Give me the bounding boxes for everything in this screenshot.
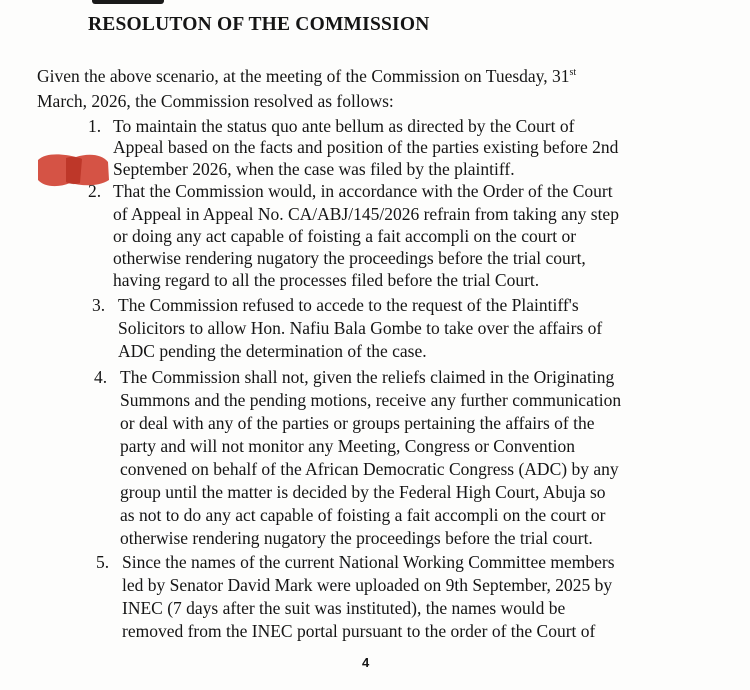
item-number: 2.: [88, 181, 102, 201]
item-line: Summons and the pending motions, receive any further communication: [120, 390, 622, 410]
item-line: The Commission refused to accede to the request of the Plaintiff's: [118, 295, 579, 315]
item-line: ADC pending the determination of the case.: [118, 341, 427, 361]
item-line: The Commission shall not, given the reliefs claimed in the Originating: [120, 367, 615, 387]
item-line: led by Senator David Mark were uploaded on 9th September, 2025 by: [122, 575, 613, 595]
item-line: otherwise rendering nugatory the proceedings before the trial court,: [113, 248, 586, 268]
item-line: That the Commission would, in accordance with the Order of the Court: [113, 181, 613, 201]
intro-line: March, 2026, the Commission resolved as follows:: [37, 91, 394, 111]
page-heading: RESOLUTON OF THE COMMISSION: [88, 14, 430, 35]
item-number: 4.: [94, 367, 108, 387]
intro-text: Given the above scenario, at the meeting of the Commission on Tuesday, 31: [37, 66, 570, 86]
item-line: removed from the INEC portal pursuant to the order of the Court of: [122, 621, 596, 641]
page-number: 4: [362, 655, 370, 670]
item-line: or doing any act capable of foisting a fait accompli on the court or: [113, 226, 577, 246]
item-line: group until the matter is decided by the Federal High Court, Abuja so: [120, 482, 606, 502]
item-line: as not to do any act capable of foisting a fait accompli on the court or: [120, 505, 606, 525]
item-line: or deal with any of the parties or groups pertaining the affairs of the: [120, 413, 595, 433]
item-line: Appeal based on the facts and position of the parties existing before 2nd: [113, 137, 619, 157]
intro-line: [37, 68, 576, 86]
cropped-header-mark: [92, 0, 164, 4]
item-line: INEC (7 days after the suit was instituted), the names would be: [122, 598, 566, 618]
item-number: 3.: [92, 295, 106, 315]
item-number: 1.: [88, 116, 102, 136]
intro-superscript: st: [569, 67, 577, 79]
item-line: Since the names of the current National Working Committee members: [122, 552, 615, 572]
item-line: September 2026, when the case was filed by the plaintiff.: [113, 159, 515, 179]
item-line: To maintain the status quo ante bellum as directed by the Court of: [113, 116, 575, 136]
item-line: Solicitors to allow Hon. Nafiu Bala Gombe to take over the affairs of: [118, 318, 603, 338]
item-line: of Appeal in Appeal No. CA/ABJ/145/2026 refrain from taking any step: [113, 204, 619, 224]
item-line: convened on behalf of the African Democratic Congress (ADC) by any: [120, 459, 619, 479]
item-line: otherwise rendering nugatory the proceedings before the trial court.: [120, 528, 593, 548]
item-number: 5.: [96, 552, 110, 572]
item-line: having regard to all the processes filed before the trial Court.: [113, 270, 540, 290]
item-line: party and will not monitor any Meeting, Congress or Convention: [120, 436, 575, 456]
